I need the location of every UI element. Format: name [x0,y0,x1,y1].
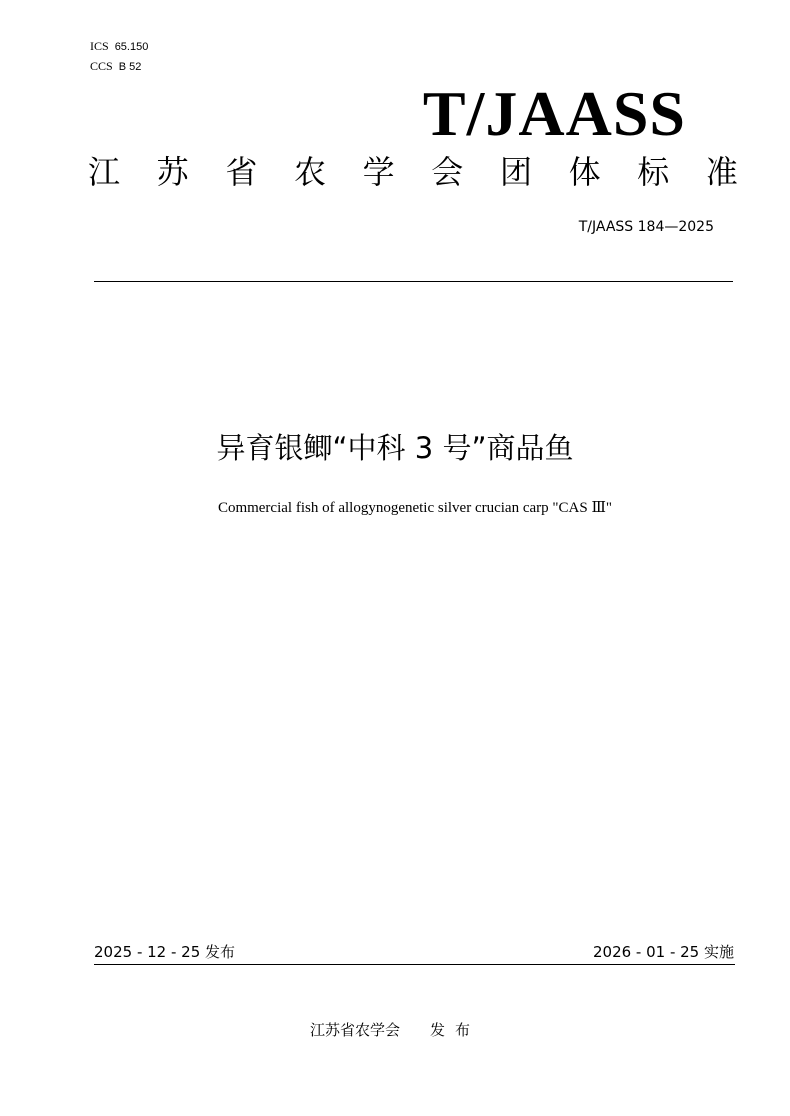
ccs-code [90,60,141,74]
org-title-char: 团 [499,153,532,191]
org-title-char: 省 [225,153,258,191]
publisher-line [0,1020,790,1040]
ics-code [90,40,148,54]
org-title-char: 体 [568,153,601,191]
org-title-char: 会 [431,153,464,191]
org-title-char: 准 [705,153,738,191]
english-title: Commercial fish of allogynogenetic silver crucian carp "CAS Ⅲ" [217,500,613,516]
org-title-char: 农 [293,153,326,191]
header-divider [94,281,733,282]
ics-label: ICS [90,39,109,53]
ics-value: 65.150 [114,41,149,53]
ccs-label: CCS [90,59,113,73]
org-title-char: 学 [362,153,395,191]
footer-divider [94,964,735,965]
document-number: T/JAASS 184—2025 [578,219,714,235]
organization-standard-title [88,150,738,194]
standard-code: T/JAASS [422,78,686,149]
publisher-name: 江苏省农学会 [309,1021,400,1039]
implementation-date: 2026 - 01 - 25 实施 [592,943,734,961]
chinese-title: 异育银鲫“中科 3 号”商品鱼 [216,431,574,465]
org-title-char: 苏 [156,153,189,191]
org-title-char: 标 [637,153,670,191]
ccs-value: B 52 [118,61,142,73]
publish-action: 发布 [430,1021,481,1039]
org-title-char: 江 [88,153,121,191]
publish-date: 2025 - 12 - 25 发布 [94,943,236,961]
